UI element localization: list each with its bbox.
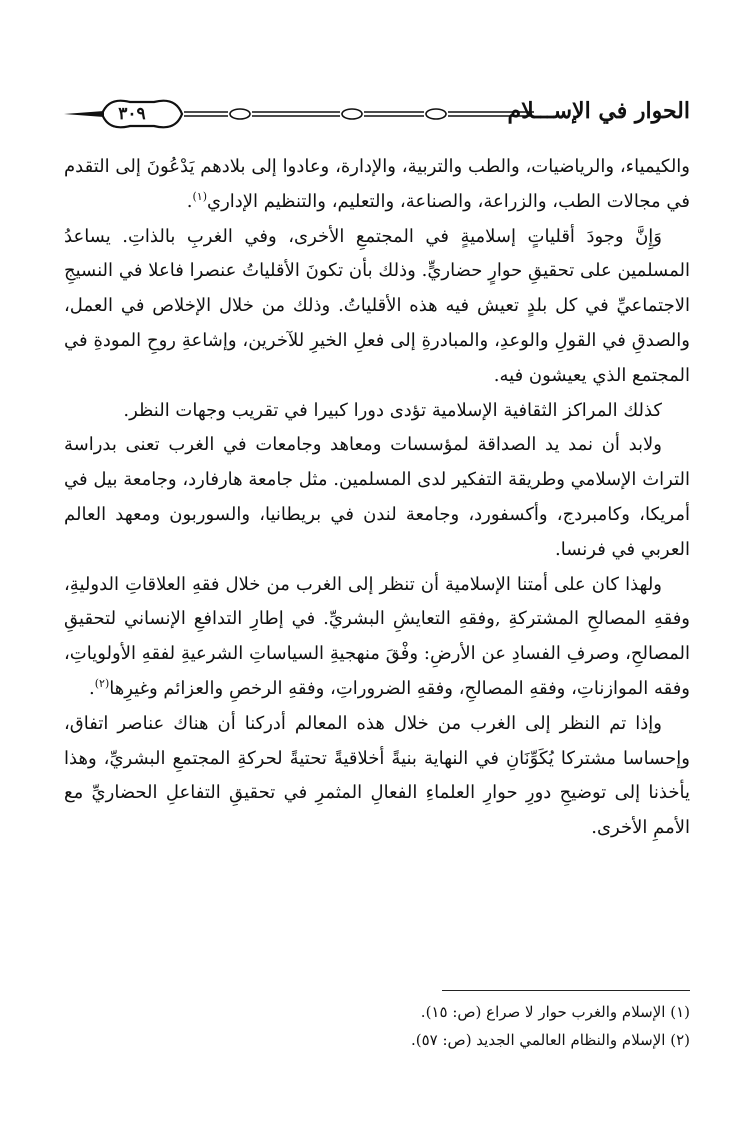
main-text — [64, 150, 690, 846]
running-title: الحوار في الإســـلام — [507, 98, 690, 124]
ornament-oval — [342, 109, 362, 119]
ornament-oval — [426, 109, 446, 119]
page-header — [64, 92, 690, 138]
footnotes — [64, 998, 690, 1054]
paragraph: كذلك المراكز الثقافية الإسلامية تؤدى دورا كبيرا في تقريب وجهات النظر. — [123, 399, 662, 421]
footnote: (٢) الإسلام والنظام العالمي الجديد (ص: ٥٧). — [410, 1031, 690, 1049]
paragraph: ولابد أن نمد يد الصداقة لمؤسسات ومعاهد وجامعات في الغرب تعنى بدراسة التراث الإسلامي وطريقة التفكير لدى المسلمين. مثل جامعة هارفارد، وجامعة بيل في أمريكا، وكامبردج، وأكسفورد، وجامعة لندن في بريطانيا، والسوربون ومعهد العالم العربي في فرنسا. — [64, 434, 690, 560]
paragraph: ولهذا كان على أمتنا الإسلامية أن تنظر إلى الغرب من خلال فقهِ العلاقاتِ الدوليةِ، وفقهِ المصالحِ المشتركةِ ,وفقهِ التعايشِ البشريِّ. في إطارِ التدافعِ الإنساني لتحقيقِ المصالحِ، وصرفِ الفسادِ عن الأرضِ: وفْقَ منهجيةِ السياساتِ الشرعيةِ لفقهِ الأولوياتِ، وفقه الموازناتِ، وفقهِ المصالحِ، وفقهِ الضروراتِ، وفقهِ الرخصِ والعزائم وغيرِها$^{(٢)}$. — [64, 573, 690, 699]
paragraph: والكيمياء، والرياضيات، والطب والتربية، والإدارة، وعادوا إلى بلادهم يَدْعُونَ إلى التقدم في مجالات الطب، والزراعة، والصناعة، والتعليم، والتنظيم الإداري$^{(١)}$. — [64, 156, 690, 212]
footnote: (١) الإسلام والغرب حوار لا صراع (ص: ١٥). — [420, 1003, 690, 1021]
footnote-ref: (١) — [192, 189, 207, 203]
paragraph: وإذا تم النظر إلى الغرب من خلال هذه المعالم أدركنا أن هناك عناصر اتفاق، وإحساسا مشتركا يُكَوِّنَانِ في النهاية بنيةً أخلاقيةً تحتيةً لحركةِ المجتمعِ البشريِّ، وهذا يأخذنا إلى توضيحِ دورِ حوارِ العلماءِ الفعالِ المثمرِ في تحقيقِ التفاعلِ الحضاريِّ مع الأممِ الأخرى. — [64, 712, 690, 839]
paragraph: وَإِنَّ وجودَ أقلياتٍ إسلاميةٍ في المجتمعِ الأخرى، وفي الغربِ بالذاتِ. يساعدُ المسلمين على تحقيقِ حوارٍ حضاريٍّ. وذلك بأن تكونَ الأقلياتُ عنصرا فاعلا في النسيجِ الاجتماعيِّ في كل بلدٍ تعيش فيه هذه الأقلياتُ. وذلك من خلال الإخلاص في العمل، والصدقِ في القولِ والوعدِ، والمبادرةِ إلى فعلِ الخيرِ للآخرين، وإشاعةِ روحِ المودةِ في المجتمع الذي يعيشون فيه. — [64, 225, 690, 386]
ornament-oval — [230, 109, 250, 119]
footnote-ref: (٢) — [94, 676, 110, 690]
page-number: ٣٠٩ — [118, 104, 146, 124]
footnote-separator — [442, 990, 690, 991]
ornament-left-tail — [64, 111, 104, 117]
